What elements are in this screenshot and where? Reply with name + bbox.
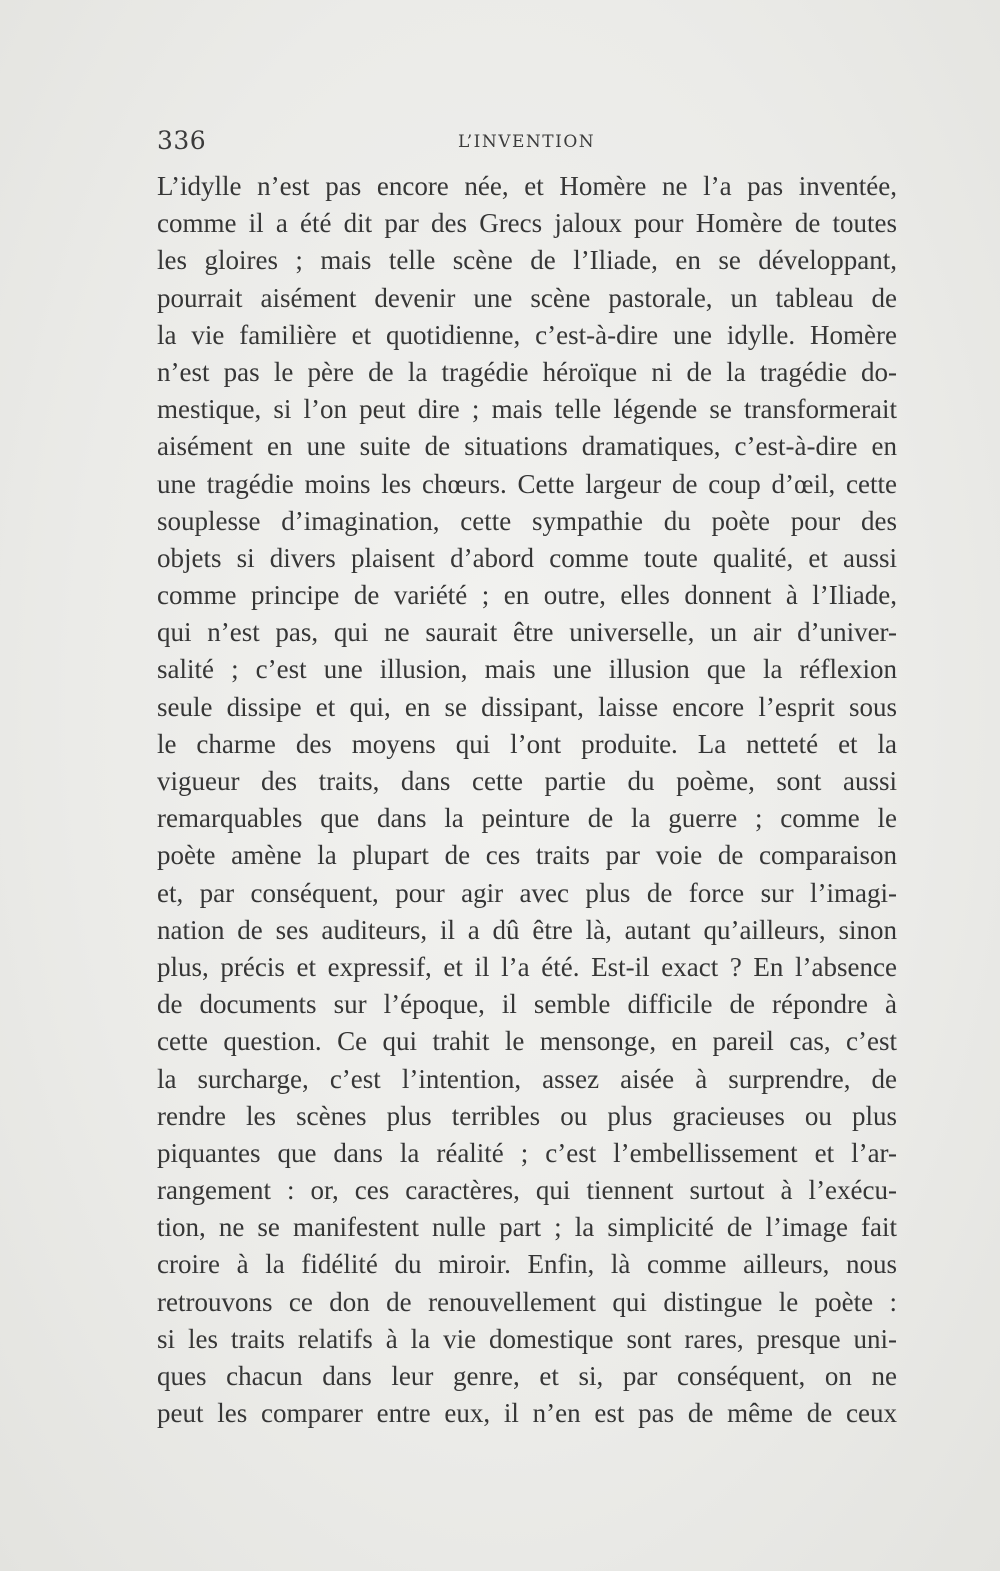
- text-line: les gloires ; mais telle scène de l’Iliade, en se développant,: [157, 245, 897, 276]
- text-line: objets si divers plaisent d’abord comme toute qualité, et aussi: [157, 542, 897, 573]
- text-line: la surcharge, c’est l’intention, assez aisée à surprendre, de: [157, 1063, 897, 1094]
- text-line: poète amène la plupart de ces traits par voie de comparaison: [157, 840, 897, 871]
- text-line: pourrait aisément devenir une scène pastorale, un tableau de: [157, 282, 897, 313]
- text-line: une tragédie moins les chœurs. Cette largeur de coup d’œil, cette: [157, 468, 897, 499]
- text-line: nation de ses auditeurs, il a dû être là, autant qu’ailleurs, sinon: [157, 914, 897, 945]
- text-line: remarquables que dans la peinture de la guerre ; comme le: [157, 803, 897, 834]
- text-line: peut les comparer entre eux, il n’en est pas de même de ceux: [157, 1398, 897, 1429]
- text-line: ques chacun dans leur genre, et si, par conséquent, on ne: [157, 1361, 897, 1391]
- text-line: la vie familière et quotidienne, c’est-à-dire une idylle. Homère: [157, 319, 897, 350]
- text-line: L’idylle n’est pas encore née, et Homère ne l’a pas inventée,: [157, 171, 897, 201]
- body-text: [157, 168, 897, 1432]
- text-line: retrouvons ce don de renouvellement qui distingue le poète :: [157, 1286, 897, 1317]
- text-line: le charme des moyens qui l’ont produite. La netteté et la: [157, 728, 897, 759]
- text-line: qui n’est pas, qui ne saurait être universelle, un air d’univer-: [157, 617, 897, 648]
- text-line: piquantes que dans la réalité ; c’est l’embellissement et l’ar-: [157, 1137, 897, 1168]
- text-line: plus, précis et expressif, et il l’a été. Est-il exact ? En l’absence: [157, 951, 897, 982]
- text-line: n’est pas le père de la tragédie héroïque ni de la tragédie do-: [157, 356, 897, 387]
- text-line: croire à la fidélité du miroir. Enfin, là comme ailleurs, nous: [157, 1249, 897, 1280]
- text-line: comme il a été dit par des Grecs jaloux pour Homère de toutes: [157, 208, 897, 239]
- text-line: aisément en une suite de situations dramatiques, c’est-à-dire en: [157, 431, 897, 462]
- text-line: salité ; c’est une illusion, mais une illusion que la réflexion: [157, 654, 897, 685]
- text-line: cette question. Ce qui trahit le mensonge, en pareil cas, c’est: [157, 1026, 897, 1057]
- text-line: rendre les scènes plus terribles ou plus gracieuses ou plus: [157, 1100, 897, 1131]
- text-line: comme principe de variété ; en outre, elles donnent à l’Iliade,: [157, 580, 897, 611]
- text-line: si les traits relatifs à la vie domestique sont rares, presque uni-: [157, 1323, 897, 1354]
- text-line: mestique, si l’on peut dire ; mais telle légende se transformerait: [157, 394, 897, 425]
- text-line: seule dissipe et qui, en se dissipant, laisse encore l’esprit sous: [157, 691, 897, 722]
- running-title: L’INVENTION: [458, 132, 596, 152]
- page-number: 336: [157, 126, 207, 155]
- text-line: et, par conséquent, pour agir avec plus de force sur l’imagi-: [157, 877, 897, 908]
- text-line: rangement : or, ces caractères, qui tiennent surtout à l’exécu-: [157, 1175, 897, 1206]
- text-line: de documents sur l’époque, il semble difficile de répondre à: [157, 989, 897, 1020]
- text-line: vigueur des traits, dans cette partie du poème, sont aussi: [157, 766, 897, 796]
- text-line: souplesse d’imagination, cette sympathie du poète pour des: [157, 505, 897, 536]
- text-line: tion, ne se manifestent nulle part ; la simplicité de l’image fait: [157, 1212, 897, 1243]
